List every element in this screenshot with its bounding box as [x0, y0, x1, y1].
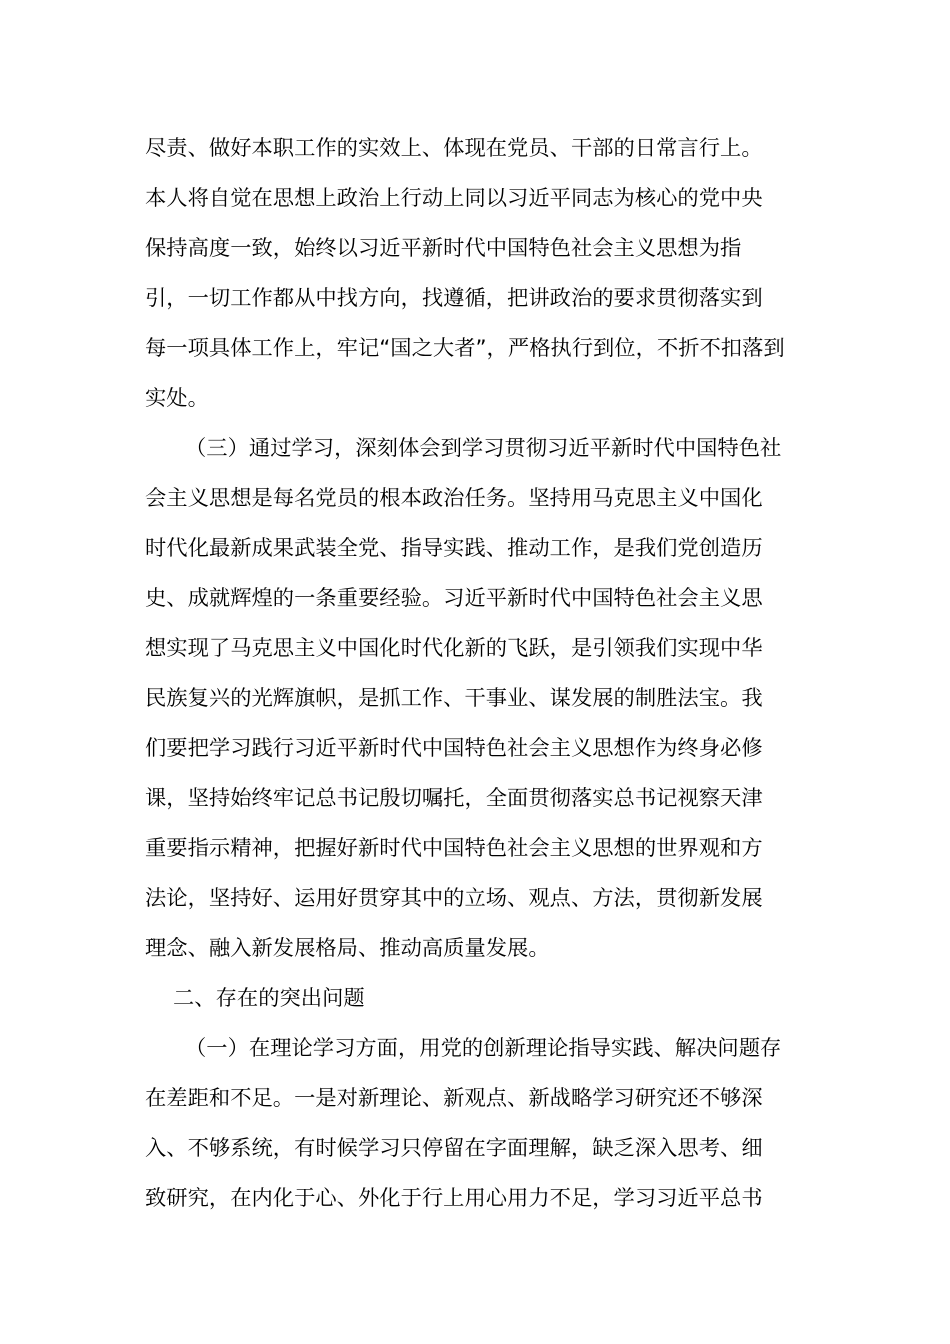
text-line: 民族复兴的光辉旗帜，是抓工作、干事业、谋发展的制胜法宝。我 [145, 686, 763, 711]
text-line: 入、不够系统，有时候学习只停留在字面理解，缺乏深入思考、细 [145, 1136, 763, 1161]
text-line: 时代化最新成果武装全党、指导实践、推动工作，是我们党创造历 [145, 536, 763, 561]
text-line: 法论，坚持好、运用好贯穿其中的立场、观点、方法，贯彻新发展 [145, 886, 763, 911]
section-heading: 二、存在的突出问题 [173, 986, 365, 1011]
text-line: 保持高度一致，始终以习近平新时代中国特色社会主义思想为指 [145, 236, 742, 261]
text-line: 每一项具体工作上，牢记“国之大者”，严格执行到位，不折不扣落到 [145, 336, 785, 361]
text-line: 尽责、做好本职工作的实效上、体现在党员、干部的日常言行上。 [145, 136, 763, 161]
text-line: 们要把学习践行习近平新时代中国特色社会主义思想作为终身必修 [145, 736, 763, 761]
text-line: 理念、融入新发展格局、推动高质量发展。 [145, 936, 550, 961]
text-line: 致研究，在内化于心、外化于行上用心用力不足，学习习近平总书 [145, 1186, 763, 1211]
text-line: 本人将自觉在思想上政治上行动上同以习近平同志为核心的党中央 [145, 186, 763, 211]
text-line: 实处。 [145, 386, 209, 411]
paragraph-start-line: （三）通过学习，深刻体会到学习贯彻习近平新时代中国特色社 [185, 436, 782, 461]
text-line: 引，一切工作都从中找方向，找遵循，把讲政治的要求贯彻落实到 [145, 286, 763, 311]
text-line: 想实现了马克思主义中国化时代化新的飞跃，是引领我们实现中华 [145, 636, 763, 661]
text-line: 课，坚持始终牢记总书记殷切嘱托，全面贯彻落实总书记视察天津 [145, 786, 763, 811]
paragraph-start-line: （一）在理论学习方面，用党的创新理论指导实践、解决问题存 [185, 1036, 782, 1061]
text-line: 在差距和不足。一是对新理论、新观点、新战略学习研究还不够深 [145, 1086, 763, 1111]
text-line: 会主义思想是每名党员的根本政治任务。坚持用马克思主义中国化 [145, 486, 763, 511]
document-body [145, 124, 810, 1224]
text-line: 重要指示精神，把握好新时代中国特色社会主义思想的世界观和方 [145, 836, 763, 861]
text-line: 史、成就辉煌的一条重要经验。习近平新时代中国特色社会主义思 [145, 586, 763, 611]
